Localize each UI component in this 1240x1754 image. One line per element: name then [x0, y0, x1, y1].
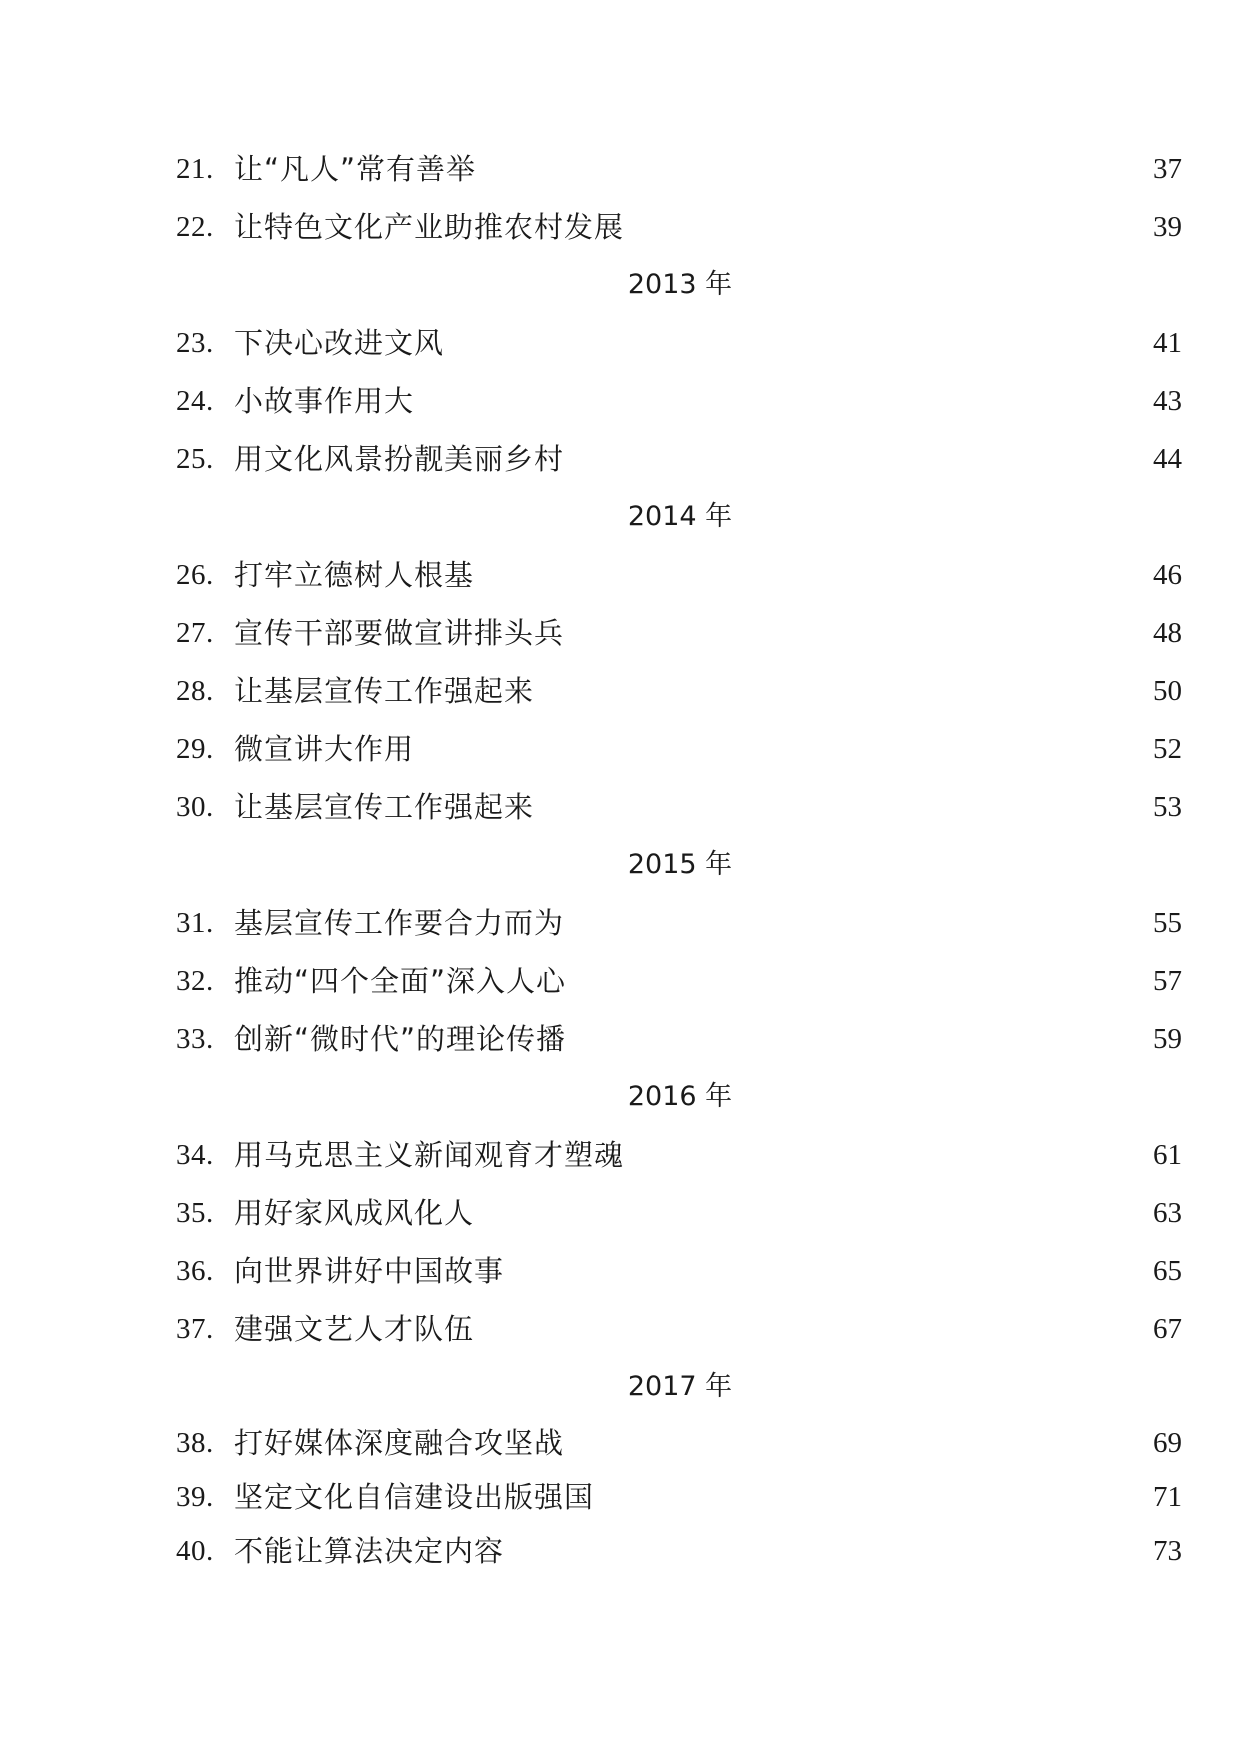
entry-page-number: 53	[1153, 791, 1182, 823]
entry-page-number: 67	[1153, 1313, 1182, 1345]
entry-number: 36.	[176, 1255, 214, 1287]
entry-page-number: 55	[1153, 907, 1182, 939]
entry-page-number: 65	[1153, 1255, 1182, 1287]
entry-number: 31.	[176, 907, 214, 939]
year-heading-label: 2014 年	[627, 501, 733, 532]
entry-number: 23.	[176, 327, 214, 359]
entry-number: 24.	[176, 385, 214, 417]
year-heading-label: 2015 年	[627, 849, 733, 880]
toc-entry[interactable]	[176, 778, 1182, 836]
year-heading	[176, 836, 1182, 894]
entry-page-number: 73	[1153, 1535, 1182, 1567]
entry-title: 向世界讲好中国故事	[234, 1254, 505, 1288]
toc-entry[interactable]	[176, 1184, 1182, 1242]
entry-number: 26.	[176, 559, 214, 591]
entry-page-number: 59	[1153, 1023, 1182, 1055]
entry-number: 28.	[176, 675, 214, 707]
toc-entry[interactable]	[176, 1300, 1182, 1358]
entry-title: 基层宣传工作要合力而为	[234, 906, 565, 940]
entry-title: 让基层宣传工作强起来	[234, 674, 535, 708]
entry-page-number: 46	[1153, 559, 1182, 591]
entry-number: 32.	[176, 965, 214, 997]
toc-entry[interactable]	[176, 1416, 1182, 1470]
entry-title: 打好媒体深度融合攻坚战	[234, 1426, 565, 1460]
table-of-contents	[176, 140, 1182, 1578]
entry-number: 38.	[176, 1427, 214, 1459]
year-heading	[176, 1358, 1182, 1416]
toc-entry[interactable]	[176, 372, 1182, 430]
year-heading-label: 2016 年	[627, 1081, 733, 1112]
entry-number: 40.	[176, 1535, 214, 1567]
year-heading	[176, 256, 1182, 314]
entry-number: 25.	[176, 443, 214, 475]
entry-page-number: 71	[1153, 1481, 1182, 1513]
entry-number: 37.	[176, 1313, 214, 1345]
toc-entry[interactable]	[176, 140, 1182, 198]
year-heading-label: 2013 年	[627, 269, 733, 300]
toc-entry[interactable]	[176, 952, 1182, 1010]
entry-title: 推动“四个全面”深入人心	[234, 964, 567, 998]
entry-title: 让基层宣传工作强起来	[234, 790, 535, 824]
entry-page-number: 37	[1153, 153, 1182, 185]
entry-number: 35.	[176, 1197, 214, 1229]
entry-number: 21.	[176, 153, 214, 185]
toc-entry[interactable]	[176, 1010, 1182, 1068]
entry-number: 22.	[176, 211, 214, 243]
entry-title: 小故事作用大	[234, 384, 415, 418]
toc-entry[interactable]	[176, 546, 1182, 604]
entry-title: 用文化风景扮靓美丽乡村	[234, 442, 565, 476]
entry-title: 用马克思主义新闻观育才塑魂	[234, 1138, 625, 1172]
toc-entry[interactable]	[176, 1242, 1182, 1300]
entry-number: 30.	[176, 791, 214, 823]
entry-page-number: 69	[1153, 1427, 1182, 1459]
entry-title: 宣传干部要做宣讲排头兵	[234, 616, 565, 650]
year-heading-label: 2017 年	[627, 1371, 733, 1402]
toc-entry[interactable]	[176, 1470, 1182, 1524]
entry-title: 让特色文化产业助推农村发展	[234, 210, 625, 244]
toc-entry[interactable]	[176, 604, 1182, 662]
entry-number: 29.	[176, 733, 214, 765]
entry-page-number: 63	[1153, 1197, 1182, 1229]
entry-title: 让“凡人”常有善举	[234, 152, 477, 186]
entry-page-number: 57	[1153, 965, 1182, 997]
year-heading	[176, 488, 1182, 546]
entry-number: 27.	[176, 617, 214, 649]
entry-page-number: 52	[1153, 733, 1182, 765]
entry-title: 创新“微时代”的理论传播	[234, 1022, 567, 1056]
toc-entry[interactable]	[176, 894, 1182, 952]
entry-title: 下决心改进文风	[234, 326, 445, 360]
entry-page-number: 50	[1153, 675, 1182, 707]
toc-entry[interactable]	[176, 314, 1182, 372]
entry-page-number: 39	[1153, 211, 1182, 243]
toc-entry[interactable]	[176, 1126, 1182, 1184]
toc-entry[interactable]	[176, 198, 1182, 256]
entry-title: 建强文艺人才队伍	[234, 1312, 475, 1346]
entry-title: 坚定文化自信建设出版强国	[234, 1480, 595, 1514]
entry-title: 微宣讲大作用	[234, 732, 415, 766]
entry-title: 打牢立德树人根基	[234, 558, 475, 592]
entry-number: 39.	[176, 1481, 214, 1513]
year-heading	[176, 1068, 1182, 1126]
toc-entry[interactable]	[176, 430, 1182, 488]
entry-title: 用好家风成风化人	[234, 1196, 475, 1230]
toc-entry[interactable]	[176, 662, 1182, 720]
entry-number: 34.	[176, 1139, 214, 1171]
entry-page-number: 48	[1153, 617, 1182, 649]
entry-page-number: 44	[1153, 443, 1182, 475]
entry-title: 不能让算法决定内容	[234, 1534, 505, 1568]
entry-page-number: 41	[1153, 327, 1182, 359]
entry-page-number: 43	[1153, 385, 1182, 417]
toc-entry[interactable]	[176, 1524, 1182, 1578]
toc-entry[interactable]	[176, 720, 1182, 778]
entry-number: 33.	[176, 1023, 214, 1055]
entry-page-number: 61	[1153, 1139, 1182, 1171]
